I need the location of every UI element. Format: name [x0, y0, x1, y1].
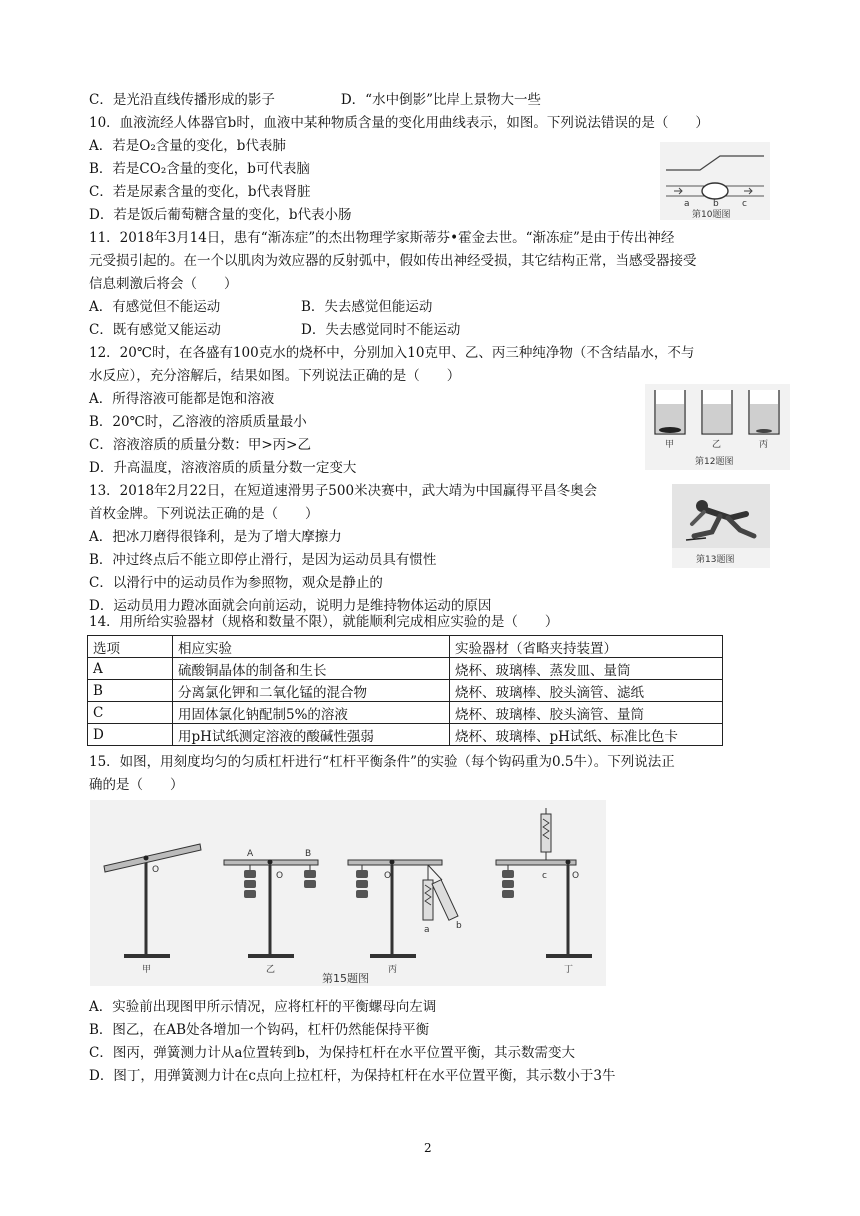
row-d-option: D	[88, 724, 173, 746]
lever-ding-pivot-label: O	[572, 871, 580, 881]
beaker-label-yi: 乙	[712, 440, 722, 450]
weights-right	[304, 865, 316, 888]
q11-stem-1: 11．2018年3月14日，患有“渐冻症”的杰出物理学家斯蒂芬•霍金去世。“渐冻症”是由于传出神经	[89, 230, 675, 246]
lever-panel-jia	[104, 844, 201, 975]
row-b-equipment: 烧杯、玻璃棒、胶头滴管、滤纸	[450, 680, 723, 702]
q15-option-d: D．图丁，用弹簧测力计在c点向上拉杠杆，为保持杠杆在水平位置平衡，其示数小于3牛	[89, 1068, 616, 1084]
q11-options-row2	[89, 320, 460, 340]
table-row	[88, 724, 723, 746]
q12-stem-2: 水反应），充分溶解后，结果如图。下列说法正确的是（ ）	[89, 368, 461, 384]
q15-figure	[90, 800, 606, 986]
lever-panel-bing	[348, 860, 462, 976]
q11-stem-2: 元受损引起的。在一个以肌肉为效应器的反射弧中，假如传出神经受损，其它结构正常，当感受器接受	[89, 253, 697, 269]
q11-option-c: C．既有感觉又能运动	[89, 322, 221, 338]
q10-label-a: a	[684, 199, 690, 209]
q9-option-d: D．“水中倒影”比岸上景物大一些	[340, 92, 541, 108]
q11-option-a: A．有感觉但不能运动	[89, 299, 221, 315]
table-header-row	[88, 636, 723, 658]
lever-ding-label-c: c	[542, 871, 547, 881]
q14-stem: 14．用所给实验器材（规格和数量不限），就能顺利完成相应实验的是（ ）	[89, 614, 559, 630]
q12-option-d: D．升高温度，溶液溶质的质量分数一定变大	[89, 460, 357, 476]
row-b-experiment: 分离氯化钾和二氧化锰的混合物	[173, 680, 450, 702]
q13-stem-2: 首枚金牌。下列说法正确的是（ ）	[89, 506, 319, 522]
q15-caption: 第15题图	[322, 972, 369, 985]
q15-option-c: C．图丙，弹簧测力计从a位置转到b，为保持杠杆在水平位置平衡，其示数需变大	[89, 1045, 576, 1061]
q13-option-c: C．以滑行中的运动员作为参照物，观众是静止的	[89, 575, 383, 591]
lever-bing-pivot-label: O	[384, 871, 392, 881]
q10-option-d: D．若是饭后葡萄糖含量的变化，b代表小肠	[89, 207, 352, 223]
beaker-bing	[749, 390, 779, 434]
q12-caption: 第12题图	[695, 457, 734, 467]
q9-options	[89, 90, 541, 110]
q10-label-c: c	[742, 199, 747, 209]
table-row	[88, 702, 723, 724]
q10-label-b: b	[713, 199, 719, 209]
row-a-option: A	[88, 658, 173, 680]
row-c-option: C	[88, 702, 173, 724]
header-equipment: 实验器材（省略夹持装置）	[450, 636, 723, 658]
panel-label-bing: 丙	[388, 965, 398, 975]
scale-label-a: a	[424, 925, 430, 935]
q12-option-a: A．所得溶液可能都是饱和溶液	[89, 391, 275, 407]
q9-option-c: C．是光沿直线传播形成的影子	[89, 92, 275, 108]
q11-option-b: B．失去感觉但能运动	[301, 299, 433, 315]
q11-options-row1	[89, 297, 432, 317]
spring-scale-up	[541, 808, 551, 860]
q13-caption: 第13题图	[696, 555, 735, 565]
beaker-label-jia: 甲	[665, 440, 675, 450]
lever-yi-label-a: A	[247, 849, 254, 859]
q15-stem-2: 确的是（ ）	[89, 777, 184, 793]
q15-stem-1: 15．如图，用刻度均匀的匀质杠杆进行“杠杆平衡条件”的实验（每个钩码重为0.5牛）。下列说法正	[89, 754, 675, 770]
q10-caption: 第10题图	[692, 210, 731, 220]
weights-left	[244, 865, 256, 898]
row-d-equipment: 烧杯、玻璃棒、pH试纸、标准比色卡	[450, 724, 723, 746]
q11-stem-3: 信息刺激后将会（ ）	[89, 276, 238, 292]
q14-table	[87, 635, 723, 746]
panel-label-yi: 乙	[266, 965, 276, 975]
panel-label-jia: 甲	[142, 965, 152, 975]
table-row	[88, 680, 723, 702]
q13-option-d: D．运动员用力蹬冰面就会向前运动，说明力是维持物体运动的原因	[89, 598, 492, 614]
weights-left	[356, 865, 368, 898]
q10-option-a: A．若是O₂含量的变化，b代表肺	[89, 138, 286, 154]
q10-option-c: C．若是尿素含量的变化，b代表肾脏	[89, 184, 311, 200]
q12-option-c: C．溶液溶质的质量分数：甲>丙>乙	[89, 437, 311, 453]
q10-figure	[660, 142, 770, 220]
page-number: 2	[424, 1141, 432, 1155]
q12-stem-1: 12．20℃时，在各盛有100克水的烧杯中，分别加入10克甲、乙、丙三种纯净物（不含结晶水，不与	[89, 345, 695, 361]
spring-scale-a	[423, 865, 433, 920]
header-option: 选项	[88, 636, 173, 658]
q13-stem-1: 13．2018年2月22日，在短道速滑男子500米决赛中，武大靖为中国赢得平昌冬奥会	[89, 483, 598, 499]
table-row	[88, 658, 723, 680]
q13-option-a: A．把冰刀磨得很锋利，是为了增大摩擦力	[89, 529, 342, 545]
row-d-experiment: 用pH试纸测定溶液的酸碱性强弱	[173, 724, 450, 746]
q11-option-d: D．失去感觉同时不能运动	[301, 322, 461, 338]
q13-figure	[672, 484, 770, 568]
q12-figure	[645, 384, 790, 470]
row-a-equipment: 烧杯、玻璃棒、蒸发皿、量筒	[450, 658, 723, 680]
q13-option-b: B．冲过终点后不能立即停止滑行，是因为运动员具有惯性	[89, 552, 437, 568]
beaker-jia	[655, 390, 685, 434]
row-c-equipment: 烧杯、玻璃棒、胶头滴管、量筒	[450, 702, 723, 724]
q12-option-b: B．20℃时，乙溶液的溶质质量最小	[89, 414, 307, 430]
row-a-experiment: 硫酸铜晶体的制备和生长	[173, 658, 450, 680]
lever-panel-yi	[224, 849, 318, 975]
header-experiment: 相应实验	[173, 636, 450, 658]
row-b-option: B	[88, 680, 173, 702]
weights-left	[502, 865, 514, 898]
beaker-label-bing: 丙	[759, 440, 769, 450]
q15-option-a: A．实验前出现图甲所示情况，应将杠杆的平衡螺母向左调	[89, 999, 437, 1015]
lever-yi-label-b: B	[305, 849, 312, 859]
lever-panel-ding	[496, 808, 592, 975]
beaker-yi	[702, 390, 732, 434]
lever-jia-pivot-label: O	[152, 865, 160, 875]
q10-option-b: B．若是CO₂含量的变化，b可代表脑	[89, 161, 310, 177]
q15-option-b: B．图乙，在AB处各增加一个钩码，杠杆仍然能保持平衡	[89, 1022, 430, 1038]
lever-yi-pivot-label: O	[276, 871, 284, 881]
panel-label-ding: 丁	[564, 965, 574, 975]
q10-stem: 10．血液流经人体器官b时，血液中某种物质含量的变化用曲线表示，如图。下列说法错误的是（ ）	[89, 115, 709, 131]
row-c-experiment: 用固体氯化钠配制5%的溶液	[173, 702, 450, 724]
scale-label-b: b	[456, 921, 462, 931]
